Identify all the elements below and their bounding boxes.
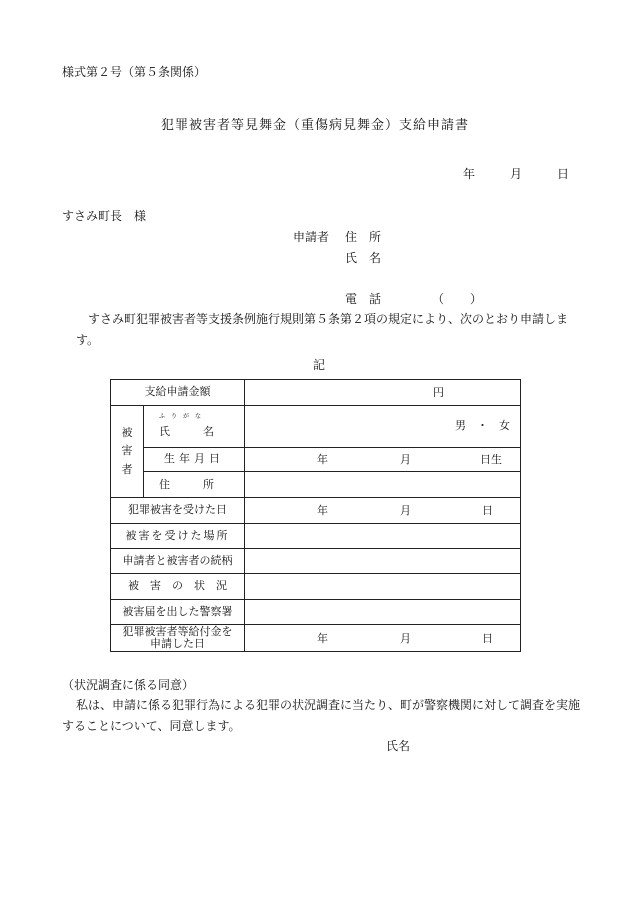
intro-line-1: すさみ町犯罪被害者等支援条例施行規則第５条第２項の規定により、次のとおり申請しま [88, 312, 569, 326]
consent-line-2: することについて、同意します。 [62, 719, 241, 733]
furigana-label: ふりがな [159, 413, 208, 420]
damage-place-label: 被害を受けた場所 [111, 524, 245, 549]
page-title: 犯罪被害者等見舞金（重傷病見舞金）支給申請書 [160, 118, 469, 133]
amount-unit: 円 [433, 386, 444, 399]
applicant-phone-label: 電 話 [345, 292, 382, 306]
damage-situation-label: 被 害 の 状 況 [111, 574, 245, 600]
consent-line-1: 私は、申請に係る犯罪行為による犯罪の状況調査に当たり、町が警察機関に対して調査を実施 [76, 698, 581, 712]
victim-name-label-cell [144, 406, 245, 448]
benefit-date-cell[interactable] [245, 625, 521, 652]
damage-date-label: 犯罪被害を受けた日 [111, 498, 245, 524]
application-table [110, 379, 521, 652]
victim-address-cell[interactable] [245, 472, 521, 498]
victim-address-label-cell [144, 472, 245, 498]
date-year-label: 年 [463, 167, 476, 181]
phone-paren-close: ） [470, 292, 483, 306]
addressee: すさみ町長 様 [62, 209, 147, 223]
benefit-month-label: 月 [400, 632, 411, 645]
damage-month-label: 月 [400, 504, 411, 517]
intro-line-2: す。 [76, 333, 100, 347]
applicant-label: 申請者 [293, 230, 330, 244]
victim-name-label: 氏 名 [159, 425, 214, 438]
form-number: 様式第２号（第５条関係） [62, 65, 207, 79]
damage-date-cell[interactable] [245, 498, 521, 524]
relationship-cell[interactable] [245, 549, 521, 574]
consent-heading: （状況調査に係る同意） [62, 678, 195, 692]
police-station-cell[interactable] [245, 600, 521, 625]
damage-year-label: 年 [317, 504, 328, 517]
birthdate-label: 生年月日 [144, 448, 245, 472]
damage-situation-cell[interactable] [245, 574, 521, 600]
victim-name-cell[interactable] [245, 406, 521, 448]
benefit-day-label: 日 [482, 632, 493, 645]
amount-label: 支給申請金額 [111, 380, 245, 406]
damage-place-cell[interactable] [245, 524, 521, 549]
victim-address-label: 住 所 [159, 478, 214, 491]
victim-group-label: 被 害 者 [111, 406, 144, 498]
phone-paren-open: （ [432, 292, 445, 306]
birth-month-label: 月 [400, 453, 411, 466]
benefit-application-label: 犯罪被害者等給付金を 申請した日 [111, 625, 245, 652]
gender-options[interactable]: 男 ・ 女 [455, 419, 510, 432]
relationship-label: 申請者と被害者の続柄 [111, 549, 245, 574]
damage-day-label: 日 [482, 504, 493, 517]
applicant-name-label: 氏 名 [345, 251, 382, 265]
birth-day-label: 日生 [480, 453, 502, 466]
consent-name-label: 氏名 [386, 739, 411, 753]
benefit-year-label: 年 [317, 632, 328, 645]
date-day-label: 日 [557, 167, 570, 181]
applicant-address-label: 住 所 [345, 230, 382, 244]
birthdate-cell[interactable] [245, 448, 521, 472]
date-month-label: 月 [510, 167, 523, 181]
police-station-label: 被害届を出した警察署 [111, 600, 245, 625]
birth-year-label: 年 [317, 453, 328, 466]
ki-label: 記 [313, 358, 326, 372]
amount-cell[interactable] [245, 380, 521, 406]
